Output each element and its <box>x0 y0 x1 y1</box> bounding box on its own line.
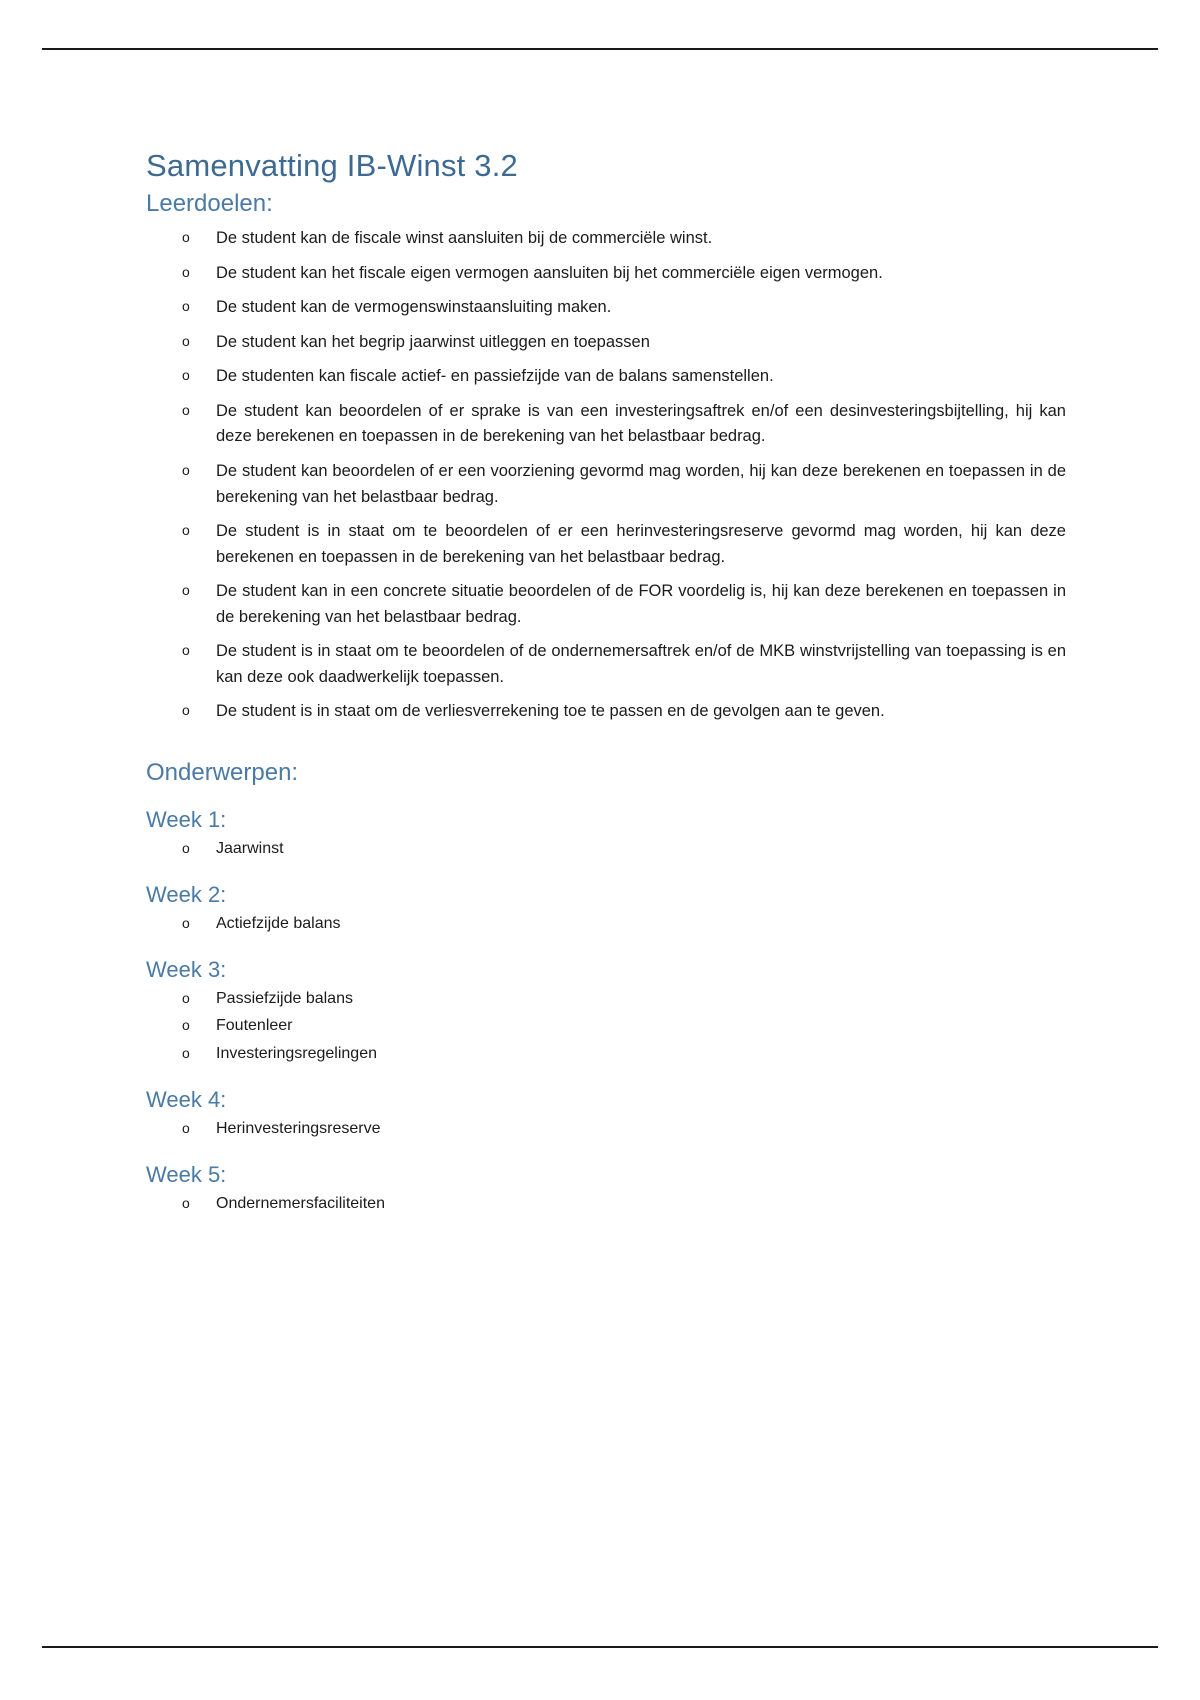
list-item-text: Investeringsregelingen <box>216 1045 377 1063</box>
list-item <box>146 519 1066 570</box>
bullet-marker-icon: o <box>182 298 190 315</box>
bullet-marker-icon: o <box>182 702 190 719</box>
bullet-marker-icon: o <box>182 1194 190 1211</box>
week-3-topics-list <box>146 987 1066 1067</box>
bullet-marker-icon: o <box>182 522 190 539</box>
page-title: Samenvatting IB-Winst 3.2 <box>146 148 518 183</box>
list-item <box>146 579 1066 630</box>
bullet-marker-icon: o <box>182 401 190 418</box>
bullet-marker-icon: o <box>182 989 190 1006</box>
list-item-text: De student kan het fiscale eigen vermogen aansluiten bij het commerciële eigen vermogen. <box>216 263 883 282</box>
list-item <box>146 639 1066 690</box>
week-1-topics-list <box>146 837 1066 862</box>
list-item <box>146 699 1066 725</box>
bullet-marker-icon: o <box>182 1119 190 1136</box>
bullet-marker-icon: o <box>182 840 190 856</box>
bullet-marker-icon: o <box>182 332 190 349</box>
bullet-marker-icon: o <box>182 367 190 384</box>
list-item-text: De student kan beoordelen of er sprake is van een investeringsaftrek en/of een desinvesteringsbijtelling, hij kan deze berekenen en toepassen in de berekening van het belastbaar bedrag. <box>216 401 1066 446</box>
list-item-text: De student kan in een concrete situatie beoordelen of de FOR voordelig is, hij kan deze berekenen en toepassen in de berekening van het belastbaar bedrag. <box>216 582 1066 626</box>
week-heading-4: Week 4: <box>146 1086 227 1112</box>
list-item <box>146 1042 1066 1067</box>
list-item <box>146 1117 1066 1142</box>
list-item <box>146 1192 1066 1217</box>
week-5-topics-list <box>146 1192 1066 1217</box>
list-item <box>146 226 1066 252</box>
list-item-text: De student is in staat om te beoordelen of de ondernemersaftrek en/of de MKB winstvrijstelling van toepassing is en kan deze ook daadwerkelijk toepassen. <box>216 642 1066 686</box>
list-item-text: De student kan het begrip jaarwinst uitleggen en toepassen <box>216 332 650 351</box>
learning-goals-list <box>146 226 1066 725</box>
list-item <box>146 459 1066 510</box>
bullet-marker-icon: o <box>182 263 190 280</box>
list-item <box>146 837 1066 862</box>
week-2-topics-list <box>146 912 1066 937</box>
bullet-marker-icon: o <box>182 229 190 245</box>
list-item-text: De studenten kan fiscale actief- en passiefzijde van de balans samenstellen. <box>216 367 774 386</box>
list-item-text: De student is in staat om te beoordelen of er een herinvesteringsreserve gevormd mag worden, hij kan deze berekenen en toepassen in de berekening van het belastbaar bedrag. <box>216 522 1066 566</box>
bullet-marker-icon: o <box>182 1017 190 1034</box>
bullet-marker-icon: o <box>182 642 190 659</box>
page-top-rule <box>42 48 1158 50</box>
week-heading-5: Week 5: <box>146 1161 227 1187</box>
page-bottom-rule <box>42 1646 1158 1648</box>
list-item <box>146 364 1066 390</box>
document-content <box>146 148 1066 1220</box>
list-item <box>146 1014 1066 1039</box>
list-item-text: Actiefzijde balans <box>216 914 341 932</box>
list-item-text: De student kan beoordelen of er een voorziening gevormd mag worden, hij kan deze berekenen en toepassen in de berekening van het belastbaar bedrag. <box>216 461 1066 506</box>
list-item-text: Herinvesteringsreserve <box>216 1119 381 1137</box>
section-heading-leerdoelen: Leerdoelen: <box>146 190 273 217</box>
list-item <box>146 261 1066 287</box>
week-heading-2: Week 2: <box>146 881 227 907</box>
list-item-text: Jaarwinst <box>216 840 284 857</box>
list-item-text: De student kan de vermogenswinstaansluiting maken. <box>216 298 612 317</box>
week-4-topics-list <box>146 1117 1066 1142</box>
bullet-marker-icon: o <box>182 461 190 478</box>
list-item <box>146 295 1066 321</box>
week-heading-1: Week 1: <box>146 807 227 832</box>
list-item-text: Foutenleer <box>216 1017 293 1035</box>
list-item <box>146 330 1066 356</box>
list-item-text: De student kan de fiscale winst aansluiten bij de commerciële winst. <box>216 229 713 247</box>
section-heading-onderwerpen: Onderwerpen: <box>146 759 299 786</box>
bullet-marker-icon: o <box>182 582 190 599</box>
bullet-marker-icon: o <box>182 914 190 931</box>
list-item <box>146 399 1066 450</box>
list-item <box>146 987 1066 1012</box>
list-item-text: De student is in staat om de verliesverrekening toe te passen en de gevolgen aan te geven. <box>216 702 885 721</box>
list-item-text: Passiefzijde balans <box>216 989 353 1007</box>
week-heading-3: Week 3: <box>146 956 227 982</box>
list-item <box>146 912 1066 937</box>
list-item-text: Ondernemersfaciliteiten <box>216 1194 385 1212</box>
bullet-marker-icon: o <box>182 1045 190 1062</box>
